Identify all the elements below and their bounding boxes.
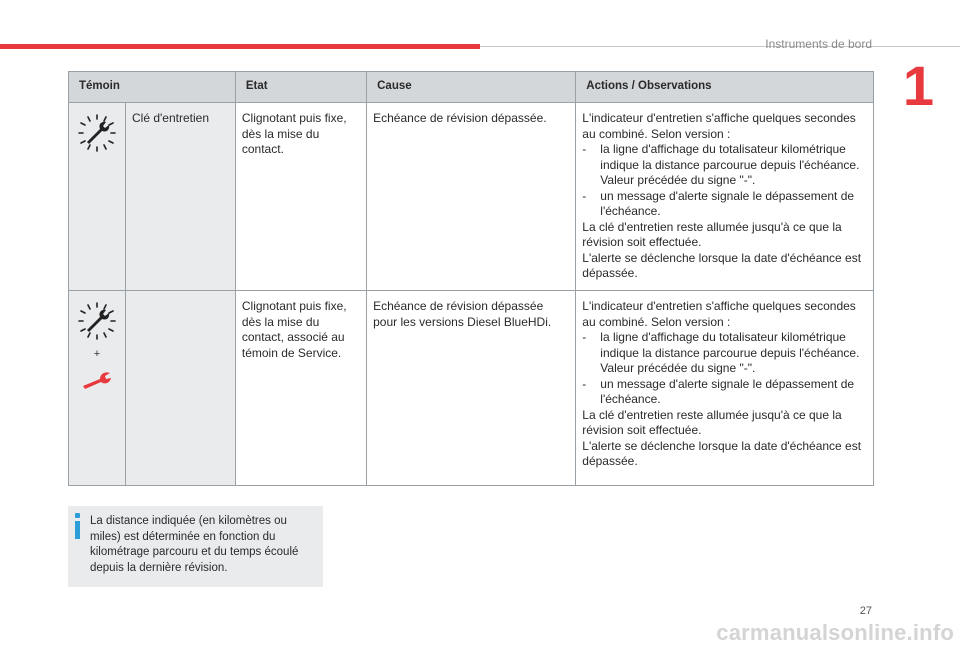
wrench-flashing-icon — [75, 113, 119, 153]
header-cause: Cause — [367, 72, 576, 103]
header-actions: Actions / Observations — [576, 72, 874, 103]
info-note — [68, 506, 323, 587]
bullet-dash: - — [582, 188, 587, 203]
header-rule — [480, 46, 960, 47]
temoin-name — [126, 291, 236, 486]
actions-intro: L'indicateur d'entretien s'affiche quelques secondes au combiné. Selon version : — [582, 299, 856, 329]
cause-cell: Echéance de révision dépassée pour les versions Diesel BlueHDi. — [367, 291, 576, 486]
actions-cell — [576, 291, 874, 486]
info-icon — [75, 513, 81, 539]
bullet-dash: - — [582, 142, 587, 156]
bullet-dash: - — [582, 376, 587, 391]
header-etat: Etat — [235, 72, 366, 103]
actions-line: La clé d'entretien reste allumée jusqu'à ce que la révision soit effectuée. — [582, 219, 842, 249]
cause-cell: Echéance de révision dépassée. — [367, 103, 576, 291]
icon-cell — [69, 103, 126, 291]
chapter-number: 1 — [902, 54, 934, 117]
actions-intro: L'indicateur d'entretien s'affiche quelques secondes au combiné. Selon version : — [582, 111, 856, 141]
etat-cell: Clignotant puis fixe, dès la mise du contact, associé au témoin de Service. — [235, 291, 366, 486]
info-note-text: La distance indiquée (en kilomètres ou miles) est déterminée en fonction du kilométrage parcouru et du temps écoulé depuis la dernière révision. — [90, 515, 299, 574]
bullet-dash: - — [582, 330, 587, 344]
temoin-name: Clé d'entretien — [126, 103, 236, 291]
warning-lights-table — [68, 71, 874, 486]
bullet-text: la ligne d'affichage du totalisateur kilométrique indique la distance parcourue depuis l'échéance. Valeur précédée du signe "-". — [600, 142, 860, 187]
service-wrench-icon — [80, 369, 114, 391]
table-header-row — [69, 72, 874, 103]
actions-line: L'alerte se déclenche lorsque la date d'échéance est dépassée. — [582, 438, 862, 468]
table-row — [69, 291, 874, 486]
wrench-flashing-icon — [75, 301, 119, 341]
actions-cell — [576, 103, 874, 291]
actions-line: La clé d'entretien reste allumée jusqu'à ce que la révision soit effectuée. — [582, 407, 842, 437]
icon-cell — [69, 291, 126, 486]
actions-bullet — [582, 189, 867, 220]
page-number: 27 — [859, 605, 872, 617]
watermark: carmanualsonline.info — [716, 620, 954, 645]
etat-cell: Clignotant puis fixe, dès la mise du contact. — [235, 103, 366, 291]
plus-sign: + — [93, 348, 101, 360]
bullet-text: un message d'alerte signale le dépassement de l'échéance. — [600, 188, 855, 218]
table-row — [69, 103, 874, 291]
section-title: Instruments de bord — [765, 37, 872, 51]
header-red-bar — [0, 44, 480, 49]
actions-line: L'alerte se déclenche lorsque la date d'échéance est dépassée. — [582, 250, 862, 280]
actions-bullet — [582, 330, 867, 377]
actions-bullet — [582, 142, 867, 189]
bullet-text: la ligne d'affichage du totalisateur kilométrique indique la distance parcourue depuis l'échéance. Valeur précédée du signe "-". — [600, 330, 860, 375]
actions-bullet — [582, 377, 867, 408]
header-temoin: Témoin — [69, 72, 236, 103]
bullet-text: un message d'alerte signale le dépassement de l'échéance. — [600, 376, 855, 406]
